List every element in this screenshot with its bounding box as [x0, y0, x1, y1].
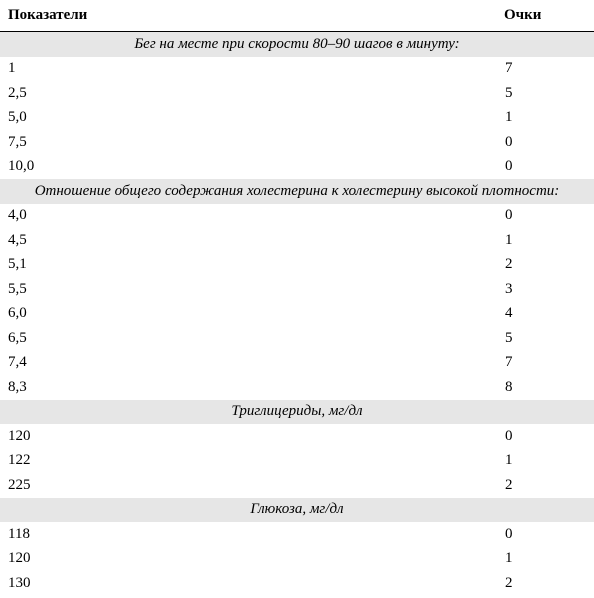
- table-row: [0, 228, 594, 253]
- table-row: [0, 204, 594, 229]
- table-row: [0, 424, 594, 449]
- table-row: [0, 253, 594, 278]
- section-title-text: Отношение общего содержания холестерина к холестерину высокой плотности:: [34, 182, 560, 199]
- indicator-cell: 5,0: [8, 109, 27, 126]
- table-row: [0, 547, 594, 572]
- indicator-cell: 2,5: [8, 84, 27, 101]
- indicator-cell: 118: [8, 525, 30, 542]
- table-row: [0, 302, 594, 327]
- table-row: [0, 571, 594, 596]
- points-cell: 0: [505, 525, 513, 542]
- points-cell: 1: [505, 231, 513, 248]
- table-row: [0, 130, 594, 155]
- points-cell: 0: [505, 427, 513, 444]
- indicator-cell: 5,5: [8, 280, 27, 297]
- points-cell: 3: [505, 280, 513, 297]
- points-cell: 1: [505, 109, 513, 126]
- table-row: [0, 473, 594, 498]
- points-cell: 1: [505, 550, 513, 567]
- points-cell: 7: [505, 60, 513, 77]
- points-cell: 2: [505, 256, 513, 273]
- indicator-cell: 6,0: [8, 305, 27, 322]
- table-header: [0, 0, 594, 32]
- points-cell: 7: [505, 354, 513, 371]
- table-row: [0, 326, 594, 351]
- table-row: [0, 522, 594, 547]
- section-title-text: Триглицериды, мг/дл: [231, 403, 363, 420]
- table-row: [0, 449, 594, 474]
- indicator-cell: 122: [8, 452, 31, 469]
- indicator-cell: 4,0: [8, 207, 27, 224]
- section-title: [0, 32, 594, 57]
- points-cell: 4: [505, 305, 513, 322]
- section-title-text: Бег на месте при скорости 80–90 шагов в минуту:: [134, 35, 460, 52]
- points-cell: 0: [505, 133, 513, 150]
- points-cell: 2: [505, 476, 513, 493]
- indicator-cell: 7,5: [8, 133, 27, 150]
- table-row: [0, 155, 594, 180]
- points-cell: 2: [505, 574, 513, 591]
- points-cell: 1: [505, 452, 513, 469]
- points-cell: 0: [505, 207, 513, 224]
- indicator-cell: 120: [8, 427, 31, 444]
- table-row: [0, 57, 594, 82]
- points-cell: 0: [505, 158, 513, 175]
- indicator-cell: 1: [8, 60, 16, 77]
- header-indicators: Показатели: [8, 7, 88, 23]
- indicator-cell: 6,5: [8, 329, 27, 346]
- table-row: [0, 81, 594, 106]
- indicator-cell: 4,5: [8, 231, 27, 248]
- points-cell: 5: [505, 84, 513, 101]
- indicator-cell: 5,1: [8, 256, 27, 273]
- indicator-cell: 225: [8, 476, 31, 493]
- section-title-text: Глюкоза, мг/дл: [250, 501, 344, 518]
- table-row: [0, 277, 594, 302]
- points-cell: 5: [505, 329, 513, 346]
- points-cell: 8: [505, 378, 513, 395]
- section-title: [0, 400, 594, 425]
- section-title: [0, 498, 594, 523]
- table-row: [0, 375, 594, 400]
- table-row: [0, 106, 594, 131]
- table-row: [0, 351, 594, 376]
- indicator-cell: 8,3: [8, 378, 27, 395]
- indicator-cell: 7,4: [8, 354, 27, 371]
- indicator-cell: 10,0: [8, 158, 35, 175]
- indicator-cell: 120: [8, 550, 31, 567]
- section-title: [0, 179, 594, 204]
- indicator-cell: 130: [8, 574, 31, 591]
- header-points: Очки: [504, 7, 542, 23]
